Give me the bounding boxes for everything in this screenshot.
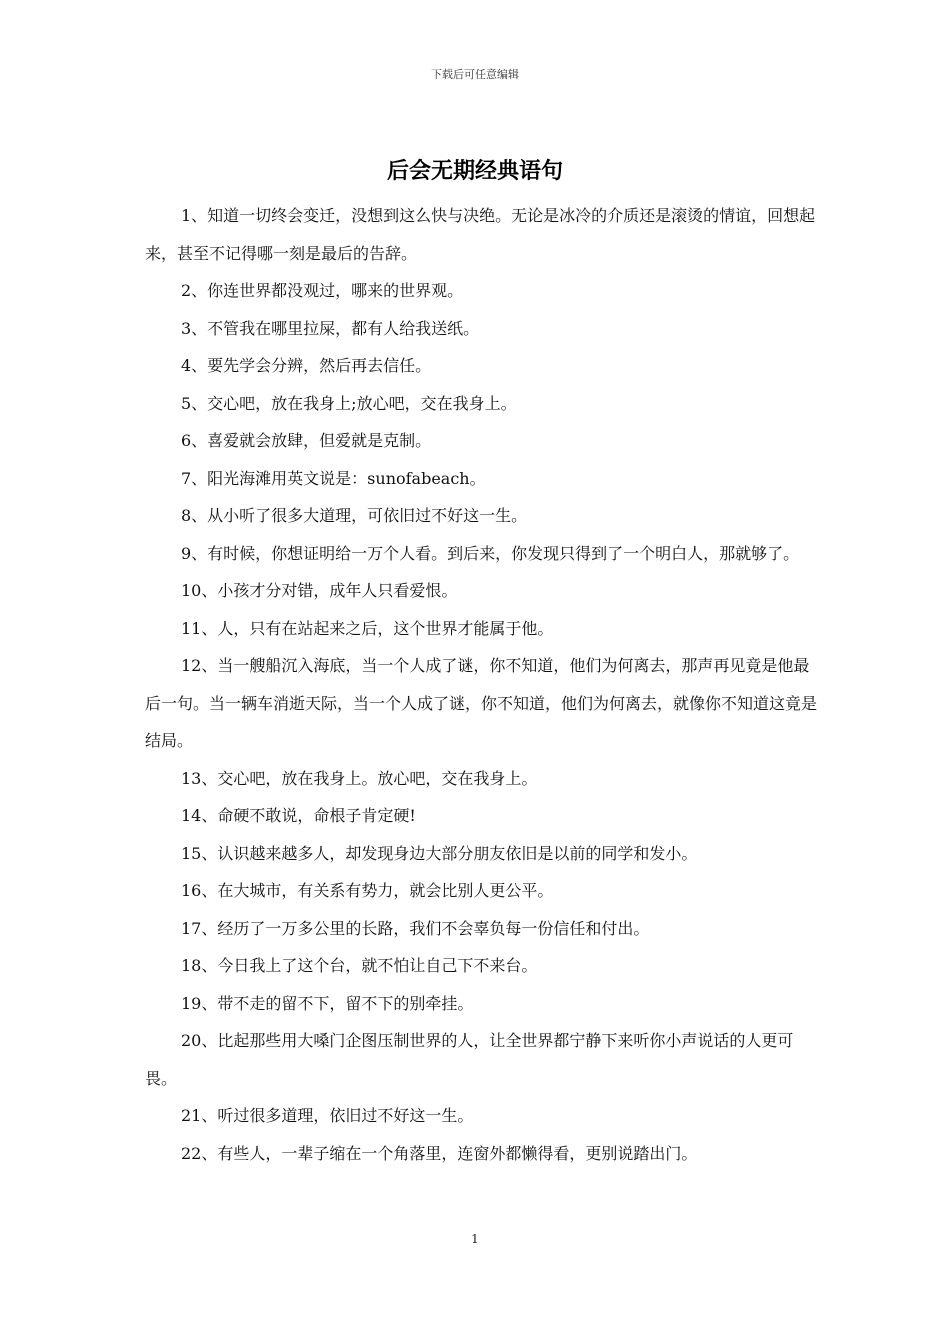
paragraph: 8、从小听了很多大道理，可依旧过不好这一生。 <box>181 506 528 525</box>
paragraph: 18、今日我上了这个台，就不怕让自己下不来台。 <box>181 956 538 975</box>
paragraph: 14、命硬不敢说，命根子肯定硬! <box>181 806 416 825</box>
paragraph: 6、喜爱就会放肆，但爱就是克制。 <box>181 431 432 450</box>
paragraph: 11、人，只有在站起来之后，这个世界才能属于他。 <box>181 618 554 638</box>
paragraph: 12、当一艘船沉入海底，当一个人成了谜，你不知道，他们为何离去，那声再见竟是他最后一句。当一辆车消逝天际，当一个人成了谜，你不知道，他们为何离去，就像你不知道这竟是结局。 <box>145 656 818 750</box>
paragraph: 9、有时候，你想证明给一万个人看。到后来，你发现只得到了一个明白人，那就够了。 <box>181 543 800 563</box>
paragraph: 10、小孩才分对错，成年人只看爱恨。 <box>181 581 458 600</box>
paragraph: 21、听过很多道理，依旧过不好这一生。 <box>181 1106 474 1125</box>
paragraph: 17、经历了一万多公里的长路，我们不会辜负每一份信任和付出。 <box>181 918 650 938</box>
page-header: 下载后可任意编辑 <box>431 68 519 81</box>
paragraph: 19、带不走的留不下，留不下的别牵挂。 <box>181 993 474 1013</box>
paragraph: 4、要先学会分辨，然后再去信任。 <box>181 356 432 375</box>
document-title: 后会无期经典语句 <box>386 159 563 184</box>
document-body <box>145 197 817 1172</box>
paragraph: 16、在大城市，有关系有势力，就会比别人更公平。 <box>181 881 554 900</box>
page-number: 1 <box>471 1232 479 1246</box>
paragraph: 2、你连世界都没观过，哪来的世界观。 <box>181 281 464 300</box>
paragraph: 20、比起那些用大嗓门企图压制世界的人，让全世界都宁静下来听你小声说话的人更可畏。 <box>145 1031 794 1088</box>
paragraph: 13、交心吧，放在我身上。放心吧，交在我身上。 <box>181 768 538 788</box>
paragraph: 22、有些人，一辈子缩在一个角落里，连窗外都懒得看，更别说踏出门。 <box>181 1143 698 1163</box>
paragraph: 1、知道一切终会变迁，没想到这么快与决绝。无论是冰冷的介质还是滚烫的情谊，回想起来，甚至不记得哪一刻是最后的告辞。 <box>145 206 816 263</box>
paragraph: 3、不管我在哪里拉屎，都有人给我送纸。 <box>181 318 480 338</box>
paragraph: 7、阳光海滩用英文说是：sunofabeach。 <box>181 468 486 488</box>
paragraph: 5、交心吧，放在我身上;放心吧，交在我身上。 <box>181 393 517 413</box>
paragraph: 15、认识越来越多人，却发现身边大部分朋友依旧是以前的同学和发小。 <box>181 843 698 863</box>
